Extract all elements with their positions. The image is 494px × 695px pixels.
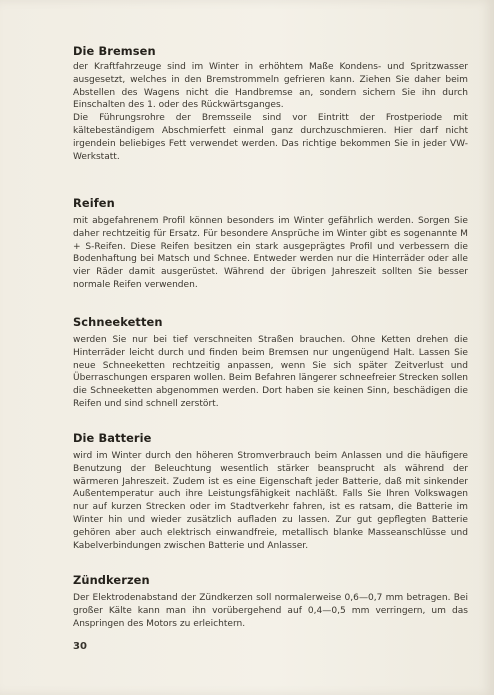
section-paragraph: Der Elektrodenabstand der Zündkerzen soll normalerweise 0,6—0,7 mm betragen. Bei großer Kälte kann man ihn vorübergehend auf 0,4—0,5 mm verringern, um das Anspringen des Motors zu erleichtern. [73, 593, 468, 629]
page-number: 30 [73, 641, 87, 652]
section-paragraph: werden Sie nur bei tief verschneiten Straßen brauchen. Ohne Ketten drehen die Hinterräder leicht durch und finden beim Bremsen nur ungenügend Halt. Lassen Sie neue Schneeketten rechtzeitig anpassen, wenn Sie sich später Zeitverlust und Überraschungen ersparen wollen. Beim Befahren längerer schneefreier Strecken sollen die Schneeketten abgenommen werden. Dort haben sie keinen Sinn, beschädigen die Reifen und sind schnell zerstört. [73, 335, 468, 409]
section-schneeketten [73, 315, 468, 411]
section-paragraph: wird im Winter durch den höheren Stromverbrauch beim Anlassen und die häufigere Benutzung der Beleuchtung wesentlich stärker beansprucht als während der wärmeren Jahreszeit. Zudem ist es eine Eigenschaft jeder Batterie, daß mit sinkender Außentemperatur auch ihre Leistungsfähigkeit nachläßt. Falls Sie Ihren Volkswagen nur auf kurzen Strecken oder im Stadtverkehr fahren, ist es ratsam, die Batterie im Winter hin und wieder zusätzlich aufladen zu lassen. Zur gut gepflegten Batterie gehören aber auch elektrisch einwandfreie, metallisch blanke Masseanschlüsse und Kabelverbindungen zwischen Batterie und Anlasser. [73, 451, 468, 551]
section-zuendkerzen [73, 573, 468, 630]
section-paragraph: Die Führungsrohre der Bremsseile sind vor Eintritt der Frostperiode mit kältebeständigem Abschmierfett einmal ganz durchzuschmieren. Hier darf nicht irgendein beliebiges Fett verwendet werden. Das richtige bekommen Sie in jeder VW-Werkstatt. [73, 113, 468, 162]
section-title: Reifen [73, 196, 115, 210]
section-title: Schneeketten [73, 315, 163, 329]
section-batterie [73, 431, 468, 552]
section-title: Die Bremsen [73, 44, 156, 58]
section-paragraph: mit abgefahrenem Profil können besonders im Winter gefährlich werden. Sorgen Sie daher rechtzeitig für Ersatz. Für besondere Ansprüche im Winter gibt es sogenannte M + S-Reifen. Diese Reifen besitzen ein stark ausgeprägtes Profil und verbessern die Bodenhaftung bei Matsch und Schnee. Entweder werden nur die Hinterräder oder alle vier Räder damit ausgerüstet. Während der übrigen Jahreszeit sollten Sie besser normale Reifen verwenden. [73, 216, 468, 290]
section-reifen [73, 196, 468, 292]
section-title: Zündkerzen [73, 573, 150, 587]
section-title: Die Batterie [73, 431, 152, 445]
section-paragraph: der Kraftfahrzeuge sind im Winter in erhöhtem Maße Kondens- und Spritzwasser ausgesetzt, welches in den Bremstrommeln gefrieren kann. Ziehen Sie daher beim Abstellen des Wagens nicht die Handbremse an, sondern sichern Sie ihn durch Einschalten des 1. oder des Rückwärtsganges. [73, 62, 468, 111]
section-bremsen [73, 44, 468, 163]
